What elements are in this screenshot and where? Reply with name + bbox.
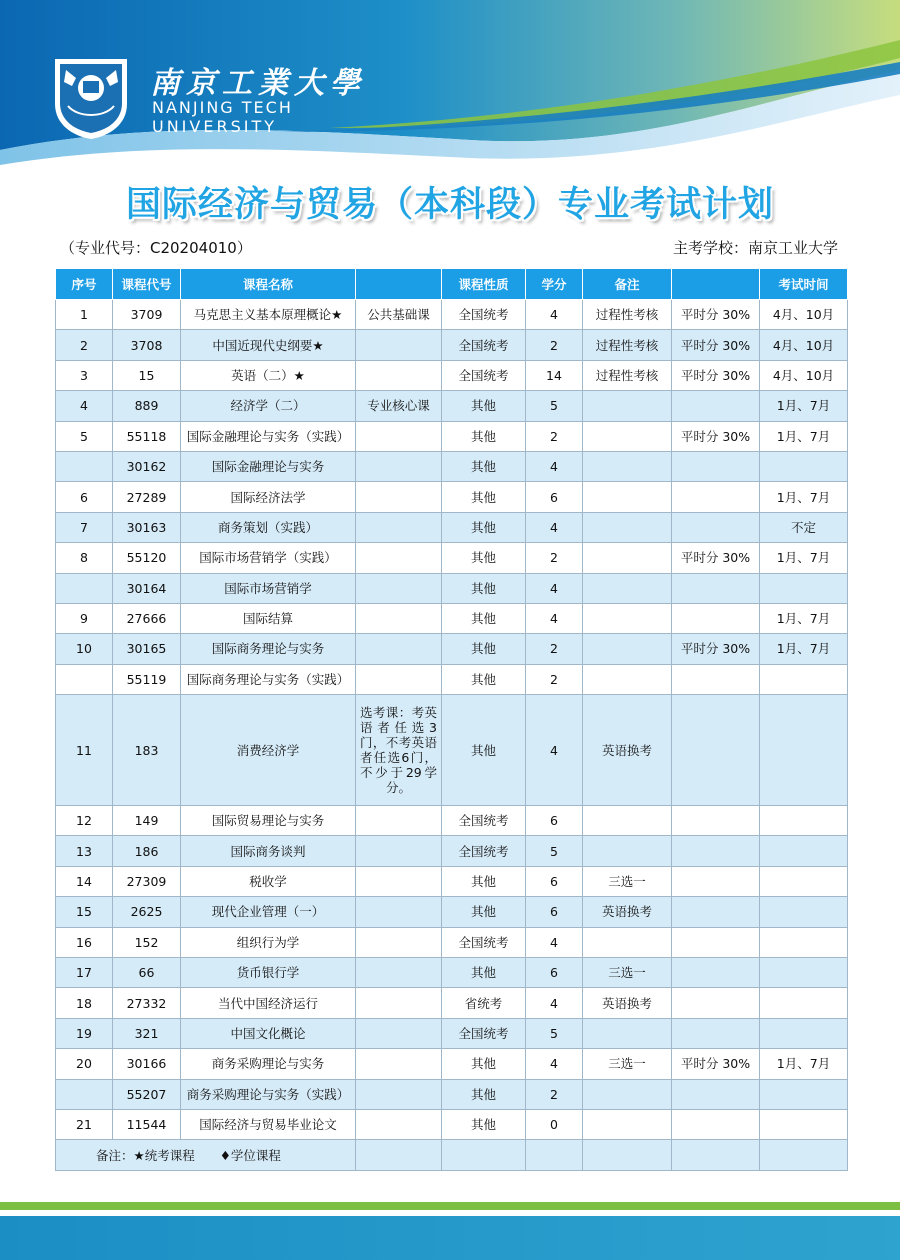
cell-remark2 bbox=[672, 866, 760, 896]
table-cell bbox=[526, 1140, 583, 1170]
cell-exam-time bbox=[760, 897, 848, 927]
cell-exam-time bbox=[760, 927, 848, 957]
cell-code: 27332 bbox=[113, 988, 181, 1018]
cell-name: 国际市场营销学 bbox=[181, 573, 356, 603]
university-name-cn: 南京工業大學 bbox=[150, 66, 366, 101]
cell-code: 27666 bbox=[113, 603, 181, 633]
cell-remark2: 平时分 30% bbox=[672, 421, 760, 451]
cell-remark2: 平时分 30% bbox=[672, 543, 760, 573]
university-name-en-line1: NANJING TECH bbox=[152, 98, 293, 117]
cell-remark bbox=[583, 806, 672, 836]
cell-category: 选考课：考英语者任选3门，不考英语者任选6门，不少于29学分。 bbox=[356, 695, 442, 806]
cell-exam-time: 1月、7月 bbox=[760, 482, 848, 512]
cell-name: 现代企业管理（一） bbox=[181, 897, 356, 927]
cell-exam-time bbox=[760, 958, 848, 988]
cell-credit: 0 bbox=[526, 1109, 583, 1139]
cell-category bbox=[356, 988, 442, 1018]
cell-remark bbox=[583, 1018, 672, 1048]
cell-name: 当代中国经济运行 bbox=[181, 988, 356, 1018]
table-row bbox=[56, 866, 848, 896]
cell-seq: 6 bbox=[56, 482, 113, 512]
cell-code: 55119 bbox=[113, 664, 181, 694]
table-row bbox=[56, 836, 848, 866]
table-header-row bbox=[56, 269, 848, 300]
cell-credit: 2 bbox=[526, 421, 583, 451]
cell-seq: 7 bbox=[56, 512, 113, 542]
col-header-name: 课程名称 bbox=[181, 269, 356, 300]
table-row bbox=[56, 806, 848, 836]
exam-plan-table bbox=[55, 268, 848, 1171]
cell-credit: 6 bbox=[526, 806, 583, 836]
cell-nature: 全国统考 bbox=[442, 300, 526, 330]
cell-remark2 bbox=[672, 1079, 760, 1109]
table-row bbox=[56, 1049, 848, 1079]
cell-remark2 bbox=[672, 573, 760, 603]
cell-category bbox=[356, 1109, 442, 1139]
table-row bbox=[56, 391, 848, 421]
cell-nature: 其他 bbox=[442, 1109, 526, 1139]
cell-category bbox=[356, 360, 442, 390]
table-row bbox=[56, 360, 848, 390]
cell-remark2 bbox=[672, 695, 760, 806]
cell-nature: 其他 bbox=[442, 695, 526, 806]
cell-credit: 2 bbox=[526, 1079, 583, 1109]
cell-nature: 全国统考 bbox=[442, 806, 526, 836]
cell-exam-time bbox=[760, 695, 848, 806]
footer-blue-band bbox=[0, 1216, 900, 1260]
university-name-en-line2: UNIVERSITY bbox=[152, 117, 277, 136]
cell-remark bbox=[583, 543, 672, 573]
cell-category bbox=[356, 806, 442, 836]
cell-exam-time bbox=[760, 1109, 848, 1139]
table-row bbox=[56, 603, 848, 633]
cell-credit: 4 bbox=[526, 988, 583, 1018]
cell-code: 152 bbox=[113, 927, 181, 957]
table-cell bbox=[442, 1140, 526, 1170]
cell-exam-time: 1月、7月 bbox=[760, 1049, 848, 1079]
cell-credit: 4 bbox=[526, 512, 583, 542]
cell-seq: 2 bbox=[56, 330, 113, 360]
table-row bbox=[56, 300, 848, 330]
cell-credit: 6 bbox=[526, 482, 583, 512]
cell-credit: 5 bbox=[526, 1018, 583, 1048]
cell-nature: 全国统考 bbox=[442, 330, 526, 360]
cell-category bbox=[356, 1018, 442, 1048]
cell-remark2: 平时分 30% bbox=[672, 330, 760, 360]
cell-remark2 bbox=[672, 1018, 760, 1048]
table-cell bbox=[760, 1140, 848, 1170]
cell-nature: 其他 bbox=[442, 573, 526, 603]
table-row bbox=[56, 664, 848, 694]
cell-exam-time: 4月、10月 bbox=[760, 360, 848, 390]
cell-code: 3708 bbox=[113, 330, 181, 360]
table-row bbox=[56, 330, 848, 360]
table-row bbox=[56, 897, 848, 927]
col-header-code: 课程代号 bbox=[113, 269, 181, 300]
cell-name: 国际经济法学 bbox=[181, 482, 356, 512]
cell-credit: 5 bbox=[526, 391, 583, 421]
cell-code: 11544 bbox=[113, 1109, 181, 1139]
cell-nature: 其他 bbox=[442, 512, 526, 542]
cell-credit: 4 bbox=[526, 451, 583, 481]
cell-seq: 9 bbox=[56, 603, 113, 633]
col-header-exam-time: 考试时间 bbox=[760, 269, 848, 300]
cell-remark: 过程性考核 bbox=[583, 360, 672, 390]
table-row bbox=[56, 927, 848, 957]
cell-remark bbox=[583, 603, 672, 633]
cell-name: 组织行为学 bbox=[181, 927, 356, 957]
cell-remark: 过程性考核 bbox=[583, 330, 672, 360]
cell-remark bbox=[583, 451, 672, 481]
cell-credit: 2 bbox=[526, 543, 583, 573]
table-row bbox=[56, 573, 848, 603]
cell-remark2 bbox=[672, 988, 760, 1018]
cell-exam-time: 1月、7月 bbox=[760, 543, 848, 573]
cell-seq bbox=[56, 664, 113, 694]
cell-seq: 12 bbox=[56, 806, 113, 836]
cell-name: 商务采购理论与实务 bbox=[181, 1049, 356, 1079]
university-emblem-icon bbox=[52, 56, 130, 140]
cell-exam-time bbox=[760, 451, 848, 481]
cell-credit: 6 bbox=[526, 866, 583, 896]
cell-category bbox=[356, 512, 442, 542]
cell-exam-time: 不定 bbox=[760, 512, 848, 542]
cell-nature: 全国统考 bbox=[442, 360, 526, 390]
cell-code: 183 bbox=[113, 695, 181, 806]
cell-name: 经济学（二） bbox=[181, 391, 356, 421]
cell-exam-time bbox=[760, 836, 848, 866]
cell-remark: 三选一 bbox=[583, 1049, 672, 1079]
cell-seq: 5 bbox=[56, 421, 113, 451]
cell-name: 消费经济学 bbox=[181, 695, 356, 806]
cell-nature: 其他 bbox=[442, 603, 526, 633]
cell-name: 英语（二）★ bbox=[181, 360, 356, 390]
cell-category bbox=[356, 330, 442, 360]
cell-remark bbox=[583, 836, 672, 866]
cell-nature: 其他 bbox=[442, 391, 526, 421]
cell-category bbox=[356, 482, 442, 512]
cell-nature: 其他 bbox=[442, 664, 526, 694]
cell-name: 国际商务谈判 bbox=[181, 836, 356, 866]
cell-credit: 14 bbox=[526, 360, 583, 390]
cell-nature: 其他 bbox=[442, 958, 526, 988]
cell-remark: 英语换考 bbox=[583, 897, 672, 927]
table-row bbox=[56, 1109, 848, 1139]
cell-code: 30166 bbox=[113, 1049, 181, 1079]
cell-remark bbox=[583, 573, 672, 603]
cell-remark bbox=[583, 927, 672, 957]
cell-name: 国际贸易理论与实务 bbox=[181, 806, 356, 836]
cell-credit: 4 bbox=[526, 300, 583, 330]
cell-name: 税收学 bbox=[181, 866, 356, 896]
cell-category bbox=[356, 573, 442, 603]
table-row bbox=[56, 988, 848, 1018]
header-banner bbox=[0, 0, 900, 165]
cell-name: 国际商务理论与实务 bbox=[181, 634, 356, 664]
cell-remark2 bbox=[672, 836, 760, 866]
table-row bbox=[56, 1079, 848, 1109]
cell-nature: 其他 bbox=[442, 634, 526, 664]
cell-credit: 6 bbox=[526, 897, 583, 927]
cell-category bbox=[356, 634, 442, 664]
cell-remark: 英语换考 bbox=[583, 695, 672, 806]
cell-nature: 全国统考 bbox=[442, 927, 526, 957]
cell-remark bbox=[583, 1109, 672, 1139]
cell-nature: 其他 bbox=[442, 421, 526, 451]
major-code: （专业代号：C20204010） bbox=[60, 239, 252, 257]
cell-nature: 其他 bbox=[442, 543, 526, 573]
cell-seq: 15 bbox=[56, 897, 113, 927]
cell-category bbox=[356, 1049, 442, 1079]
cell-remark: 英语换考 bbox=[583, 988, 672, 1018]
cell-remark2: 平时分 30% bbox=[672, 634, 760, 664]
cell-name: 国际金融理论与实务（实践） bbox=[181, 421, 356, 451]
cell-remark2 bbox=[672, 806, 760, 836]
col-header-remark2 bbox=[672, 269, 760, 300]
cell-seq: 11 bbox=[56, 695, 113, 806]
cell-exam-time bbox=[760, 664, 848, 694]
cell-code: 30165 bbox=[113, 634, 181, 664]
header-background bbox=[0, 0, 900, 165]
cell-code: 2625 bbox=[113, 897, 181, 927]
cell-credit: 4 bbox=[526, 603, 583, 633]
cell-category bbox=[356, 451, 442, 481]
table-body bbox=[56, 300, 848, 1140]
cell-category bbox=[356, 1079, 442, 1109]
cell-code: 55120 bbox=[113, 543, 181, 573]
cell-name: 中国近现代史纲要★ bbox=[181, 330, 356, 360]
cell-seq: 21 bbox=[56, 1109, 113, 1139]
cell-exam-time: 1月、7月 bbox=[760, 421, 848, 451]
table-cell bbox=[356, 1140, 442, 1170]
cell-category: 公共基础课 bbox=[356, 300, 442, 330]
table-row bbox=[56, 543, 848, 573]
cell-seq: 4 bbox=[56, 391, 113, 421]
cell-remark: 过程性考核 bbox=[583, 300, 672, 330]
cell-exam-time: 1月、7月 bbox=[760, 634, 848, 664]
cell-seq bbox=[56, 451, 113, 481]
cell-nature: 其他 bbox=[442, 866, 526, 896]
cell-category bbox=[356, 897, 442, 927]
cell-remark bbox=[583, 482, 672, 512]
cell-name: 马克思主义基本原理概论★ bbox=[181, 300, 356, 330]
cell-credit: 2 bbox=[526, 664, 583, 694]
table-row bbox=[56, 634, 848, 664]
cell-code: 186 bbox=[113, 836, 181, 866]
cell-exam-time: 4月、10月 bbox=[760, 300, 848, 330]
col-header-remark: 备注 bbox=[583, 269, 672, 300]
table-row bbox=[56, 512, 848, 542]
cell-credit: 5 bbox=[526, 836, 583, 866]
cell-seq: 17 bbox=[56, 958, 113, 988]
table-cell bbox=[672, 1140, 760, 1170]
cell-credit: 4 bbox=[526, 927, 583, 957]
cell-exam-time bbox=[760, 988, 848, 1018]
table-row bbox=[56, 958, 848, 988]
cell-category bbox=[356, 866, 442, 896]
cell-seq: 13 bbox=[56, 836, 113, 866]
cell-code: 3709 bbox=[113, 300, 181, 330]
cell-seq: 20 bbox=[56, 1049, 113, 1079]
cell-code: 55207 bbox=[113, 1079, 181, 1109]
cell-remark bbox=[583, 512, 672, 542]
cell-seq: 16 bbox=[56, 927, 113, 957]
cell-credit: 2 bbox=[526, 634, 583, 664]
cell-remark2: 平时分 30% bbox=[672, 1049, 760, 1079]
cell-remark2 bbox=[672, 664, 760, 694]
cell-exam-time: 1月、7月 bbox=[760, 391, 848, 421]
cell-credit: 4 bbox=[526, 1049, 583, 1079]
table-row bbox=[56, 421, 848, 451]
cell-exam-time bbox=[760, 573, 848, 603]
cell-category bbox=[356, 836, 442, 866]
col-header-category bbox=[356, 269, 442, 300]
cell-seq: 18 bbox=[56, 988, 113, 1018]
cell-nature: 其他 bbox=[442, 1049, 526, 1079]
cell-category bbox=[356, 927, 442, 957]
cell-remark2 bbox=[672, 958, 760, 988]
cell-exam-time bbox=[760, 1079, 848, 1109]
cell-remark2 bbox=[672, 512, 760, 542]
col-header-seq: 序号 bbox=[56, 269, 113, 300]
cell-nature: 全国统考 bbox=[442, 836, 526, 866]
cell-remark2 bbox=[672, 482, 760, 512]
cell-credit: 4 bbox=[526, 573, 583, 603]
cell-exam-time bbox=[760, 1018, 848, 1048]
cell-nature: 其他 bbox=[442, 1079, 526, 1109]
col-header-credit: 学分 bbox=[526, 269, 583, 300]
cell-exam-time bbox=[760, 866, 848, 896]
table-cell bbox=[583, 1140, 672, 1170]
cell-name: 商务策划（实践） bbox=[181, 512, 356, 542]
table-row bbox=[56, 1018, 848, 1048]
cell-remark bbox=[583, 391, 672, 421]
table-row bbox=[56, 451, 848, 481]
cell-seq: 3 bbox=[56, 360, 113, 390]
cell-nature: 其他 bbox=[442, 482, 526, 512]
cell-name: 国际金融理论与实务 bbox=[181, 451, 356, 481]
cell-seq: 8 bbox=[56, 543, 113, 573]
page-title: 国际经济与贸易（本科段）专业考试计划 bbox=[125, 185, 774, 225]
cell-code: 30162 bbox=[113, 451, 181, 481]
cell-name: 国际商务理论与实务（实践） bbox=[181, 664, 356, 694]
cell-credit: 2 bbox=[526, 330, 583, 360]
cell-seq: 10 bbox=[56, 634, 113, 664]
cell-category: 专业核心课 bbox=[356, 391, 442, 421]
cell-seq: 14 bbox=[56, 866, 113, 896]
footer-green-stripe bbox=[0, 1202, 900, 1210]
cell-name: 货币银行学 bbox=[181, 958, 356, 988]
cell-exam-time: 1月、7月 bbox=[760, 603, 848, 633]
cell-nature: 全国统考 bbox=[442, 1018, 526, 1048]
cell-remark2 bbox=[672, 451, 760, 481]
cell-code: 321 bbox=[113, 1018, 181, 1048]
table-footnote: 备注：★统考课程 ♦学位课程 bbox=[56, 1140, 356, 1170]
cell-seq bbox=[56, 1079, 113, 1109]
cell-remark2: 平时分 30% bbox=[672, 300, 760, 330]
cell-category bbox=[356, 543, 442, 573]
cell-remark bbox=[583, 421, 672, 451]
cell-code: 55118 bbox=[113, 421, 181, 451]
cell-code: 15 bbox=[113, 360, 181, 390]
cell-remark2 bbox=[672, 391, 760, 421]
cell-code: 27309 bbox=[113, 866, 181, 896]
cell-exam-time bbox=[760, 806, 848, 836]
table-footnote-row bbox=[56, 1140, 848, 1170]
cell-remark2 bbox=[672, 1109, 760, 1139]
cell-category bbox=[356, 421, 442, 451]
cell-remark2 bbox=[672, 897, 760, 927]
cell-name: 国际市场营销学（实践） bbox=[181, 543, 356, 573]
cell-nature: 其他 bbox=[442, 451, 526, 481]
cell-category bbox=[356, 664, 442, 694]
cell-credit: 6 bbox=[526, 958, 583, 988]
cell-code: 30164 bbox=[113, 573, 181, 603]
cell-category bbox=[356, 603, 442, 633]
cell-exam-time: 4月、10月 bbox=[760, 330, 848, 360]
cell-name: 国际经济与贸易毕业论文 bbox=[181, 1109, 356, 1139]
cell-remark bbox=[583, 664, 672, 694]
cell-credit: 4 bbox=[526, 695, 583, 806]
cell-code: 27289 bbox=[113, 482, 181, 512]
cell-code: 889 bbox=[113, 391, 181, 421]
cell-seq: 1 bbox=[56, 300, 113, 330]
cell-remark: 三选一 bbox=[583, 958, 672, 988]
table-row bbox=[56, 695, 848, 806]
cell-remark2 bbox=[672, 603, 760, 633]
cell-category bbox=[356, 958, 442, 988]
cell-remark bbox=[583, 634, 672, 664]
col-header-nature: 课程性质 bbox=[442, 269, 526, 300]
cell-nature: 其他 bbox=[442, 897, 526, 927]
cell-code: 149 bbox=[113, 806, 181, 836]
cell-code: 66 bbox=[113, 958, 181, 988]
cell-remark: 三选一 bbox=[583, 866, 672, 896]
cell-name: 商务采购理论与实务（实践） bbox=[181, 1079, 356, 1109]
cell-name: 中国文化概论 bbox=[181, 1018, 356, 1048]
cell-remark bbox=[583, 1079, 672, 1109]
cell-code: 30163 bbox=[113, 512, 181, 542]
cell-seq bbox=[56, 573, 113, 603]
cell-seq: 19 bbox=[56, 1018, 113, 1048]
cell-remark2: 平时分 30% bbox=[672, 360, 760, 390]
host-school: 主考学校：南京工业大学 bbox=[672, 239, 838, 257]
cell-name: 国际结算 bbox=[181, 603, 356, 633]
cell-remark2 bbox=[672, 927, 760, 957]
table-row bbox=[56, 482, 848, 512]
cell-nature: 省统考 bbox=[442, 988, 526, 1018]
